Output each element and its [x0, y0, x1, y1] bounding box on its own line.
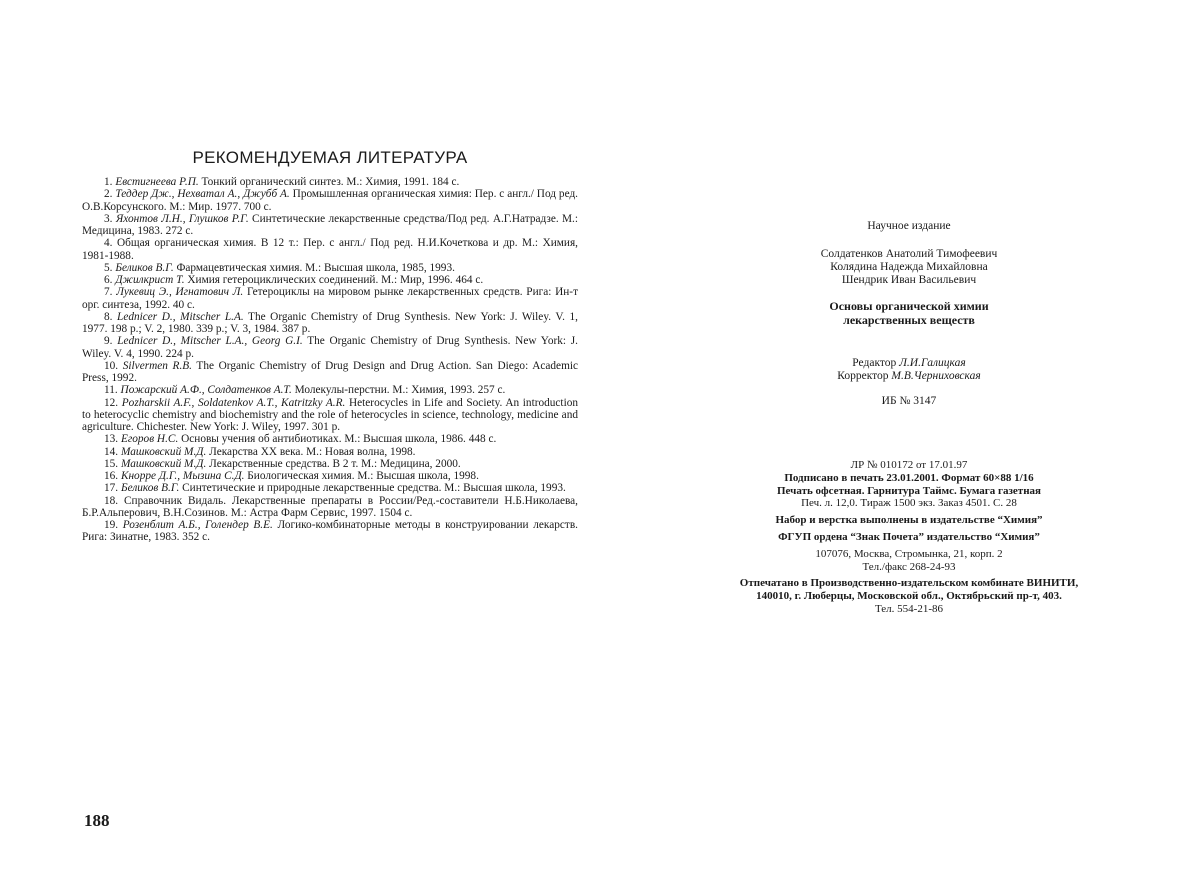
reference-authors: Lednicer D., Mitscher L.A., Georg G.I.: [117, 335, 303, 348]
reference-authors: Silvermen R.B.: [122, 359, 192, 372]
reference-authors: Яхонтов Л.Н., Глушков Р.Г.: [115, 212, 249, 225]
references-list: [82, 176, 578, 544]
reference-text: Лекарственные средства. В 2 т. М.: Медицина, 2000.: [209, 457, 461, 470]
editor-label: Редактор: [852, 357, 897, 369]
book-title-line: лекарственных веществ: [843, 313, 975, 327]
reference-authors: Теддер Дж., Нехватал А., Джубб А.: [115, 188, 290, 201]
reference-number: 2.: [104, 188, 113, 201]
reference-item: [82, 274, 578, 286]
page-number: 188: [84, 811, 110, 830]
reference-item: [82, 482, 578, 494]
reference-authors: Lednicer D., Mitscher L.A.: [117, 310, 244, 323]
edition-type: Научное издание: [867, 220, 951, 232]
imprint-block: [698, 459, 1120, 616]
reference-number: 7.: [104, 286, 113, 299]
reference-number: 17.: [104, 482, 119, 495]
reference-authors: Pozharskii A.F., Soldatenkov A.T., Katritzky A.R.: [121, 396, 346, 409]
reference-authors: Розенблит А.Б., Голендер В.Е.: [122, 519, 273, 531]
reference-number: 16.: [104, 470, 119, 482]
reference-number: 3.: [104, 212, 113, 225]
imprint-line: 107076, Москва, Стромынка, 21, корп. 2: [815, 547, 1003, 560]
imprint-line: Печать офсетная. Гарнитура Таймс. Бумага газетная: [777, 484, 1041, 497]
reference-number: 18.: [104, 494, 119, 507]
references-heading: РЕКОМЕНДУЕМАЯ ЛИТЕРАТУРА: [192, 148, 468, 167]
reference-number: 1.: [104, 176, 113, 188]
book-title: [698, 299, 1120, 327]
reference-text: Фармацевтическая химия. М.: Высшая школа, 1985, 1993.: [176, 261, 455, 274]
reference-item: [82, 384, 578, 396]
reference-number: 8.: [104, 310, 113, 323]
reference-authors: Машковский М.Д.: [120, 445, 207, 458]
reference-item: [82, 213, 578, 238]
reference-item: [82, 311, 578, 336]
reference-text: Лекарства XX века. М.: Новая волна, 1998.: [209, 445, 416, 458]
reference-text: The Organic Chemistry of Drug Synthesis. New York: J. Wiley. V. 4, 1990. 224 p.: [82, 335, 578, 360]
ib-number: ИБ № 3147: [881, 395, 937, 407]
reference-authors: Пожарский А.Ф., Солдатенков А.Т.: [120, 384, 292, 397]
reference-number: 14.: [104, 445, 119, 458]
reference-authors: Джилкрист Т.: [115, 274, 185, 286]
reference-text: Основы учения об антибиотиках. М.: Высшая школа, 1986. 448 с.: [181, 433, 497, 446]
reference-number: 5.: [104, 261, 113, 274]
reference-number: 4.: [104, 237, 113, 250]
reference-item: [82, 458, 578, 470]
reference-item: [82, 433, 578, 445]
reference-item: [82, 286, 578, 311]
imprint-line: Отпечатано в Производственно-издательском комбинате ВИНИТИ,: [739, 577, 1079, 590]
imprint-line: Тел./факс 268-24-93: [862, 560, 956, 573]
reference-text: The Organic Chemistry of Drug Design and Drug Action. San Diego: Academic Press, 1992.: [82, 359, 579, 384]
reference-text: Heterocycles in Life and Society. An introduction to heterocyclic chemistry and biochemistry and the role of heterocycles in science, technology, medicine and agriculture. Chichester. New York: J. Wiley, 1997. 301 p.: [82, 396, 579, 433]
imprint-line: ФГУП ордена “Знак Почета” издательство “Химия”: [778, 530, 1040, 543]
reference-text: Гетероциклы на мировом рынке лекарственных средств. Рига: Ин-т орг. синтеза, 1992. 40 с.: [82, 286, 579, 311]
reference-text: Биологическая химия. М.: Высшая школа, 1998.: [247, 470, 479, 482]
corrector-line: [698, 370, 1120, 383]
reference-number: 15.: [104, 457, 119, 470]
reference-number: 19.: [104, 519, 119, 531]
author-line: Шендрик Иван Васильевич: [841, 274, 977, 286]
reference-text: Общая органическая химия. В 12 т.: Пер. с англ./ Под ред. Н.И.Кочеткова и др. М.: Химия, 1981-1988.: [82, 237, 578, 262]
editor-name: Л.И.Галицкая: [899, 357, 966, 369]
book-title-line: Основы органической химии: [829, 299, 989, 313]
reference-item: [82, 495, 578, 520]
reference-item: [82, 470, 578, 482]
author-line: Колядина Надежда Михайловна: [830, 261, 988, 273]
reference-item: [82, 446, 578, 458]
reference-text: Промышленная органическая химия: Пер. с англ./ Под ред. О.В.Корсунского. М.: Мир. 1977. 700 с.: [82, 188, 579, 213]
imprint-line: Тел. 554-21-86: [875, 602, 943, 615]
reference-number: 11.: [104, 384, 118, 397]
reference-number: 13.: [104, 433, 119, 446]
corrector-label: Корректор: [837, 370, 889, 382]
right-page-colophon: [698, 220, 1120, 616]
reference-authors: Лукевиц Э., Игнатович Л.: [116, 286, 244, 299]
reference-number: 10.: [104, 359, 119, 372]
imprint-line: Набор и верстка выполнены в издательстве “Химия”: [775, 514, 1043, 527]
reference-text: Химия гетероциклических соединений. М.: Мир, 1996. 464 с.: [187, 274, 484, 286]
reference-item: [82, 519, 578, 544]
reference-authors: Машковский М.Д.: [120, 457, 207, 470]
reference-item: [82, 237, 578, 262]
reference-number: 6.: [104, 274, 113, 286]
imprint-line: ЛР № 010172 от 17.01.97: [850, 459, 968, 471]
imprint-line: Подписано в печать 23.01.2001. Формат 60×88 1/16: [784, 471, 1034, 484]
reference-authors: Егоров Н.С.: [120, 433, 179, 446]
reference-text: Логико-комбинаторные методы в конструировании лекарств. Рига: Зинатне, 1983. 352 с.: [82, 519, 578, 544]
reference-text: Справочник Видаль. Лекарственные препараты в России/Ред.-составители Н.Б.Николаева, Б.Р.Альперович, В.Н.Созинов. М.: Астра Фарм Сервис, 1997. 1504 с.: [82, 494, 578, 519]
reference-item: [82, 397, 578, 434]
reference-number: 9.: [104, 335, 113, 348]
left-page: [82, 148, 578, 544]
reference-item: [82, 360, 578, 385]
reference-item: [82, 188, 578, 213]
editors-block: [698, 357, 1120, 383]
reference-item: [82, 335, 578, 360]
reference-authors: Беликов В.Г.: [115, 261, 174, 274]
reference-authors: Кнорре Д.Г., Мызина С.Д.: [120, 470, 245, 482]
reference-authors: Беликов В.Г.: [120, 482, 180, 495]
reference-item: [82, 176, 578, 188]
reference-number: 12.: [104, 396, 119, 409]
reference-text: The Organic Chemistry of Drug Synthesis. New York: J. Wiley. V. 1, 1977. 198 p.; V. 2, 1980. 339 p.; V. 3, 1984. 387 p.: [82, 310, 578, 335]
reference-item: [82, 262, 578, 274]
imprint-line: 140010, г. Люберцы, Московской обл., Октябрьский пр-т, 403.: [756, 590, 1062, 603]
reference-text: Синтетические лекарственные средства/Под ред. А.Г.Натрадзе. М.: Медицина, 1983. 272 с.: [82, 212, 579, 237]
reference-authors: Евстигнеева Р.П.: [115, 176, 199, 188]
reference-text: Синтетические и природные лекарственные средства. М.: Высшая школа, 1993.: [182, 482, 566, 495]
imprint-line: Печ. л. 12,0. Тираж 1500 экз. Заказ 4501. С. 28: [801, 497, 1017, 510]
reference-text: Тонкий органический синтез. М.: Химия, 1991. 184 с.: [201, 176, 460, 188]
authors-block: [698, 248, 1120, 287]
author-line: Солдатенков Анатолий Тимофеевич: [820, 248, 998, 260]
reference-text: Молекулы-перстни. М.: Химия, 1993. 257 с.: [294, 384, 506, 397]
corrector-name: М.В.Черниховская: [891, 370, 981, 382]
editor-line: [698, 357, 1120, 370]
